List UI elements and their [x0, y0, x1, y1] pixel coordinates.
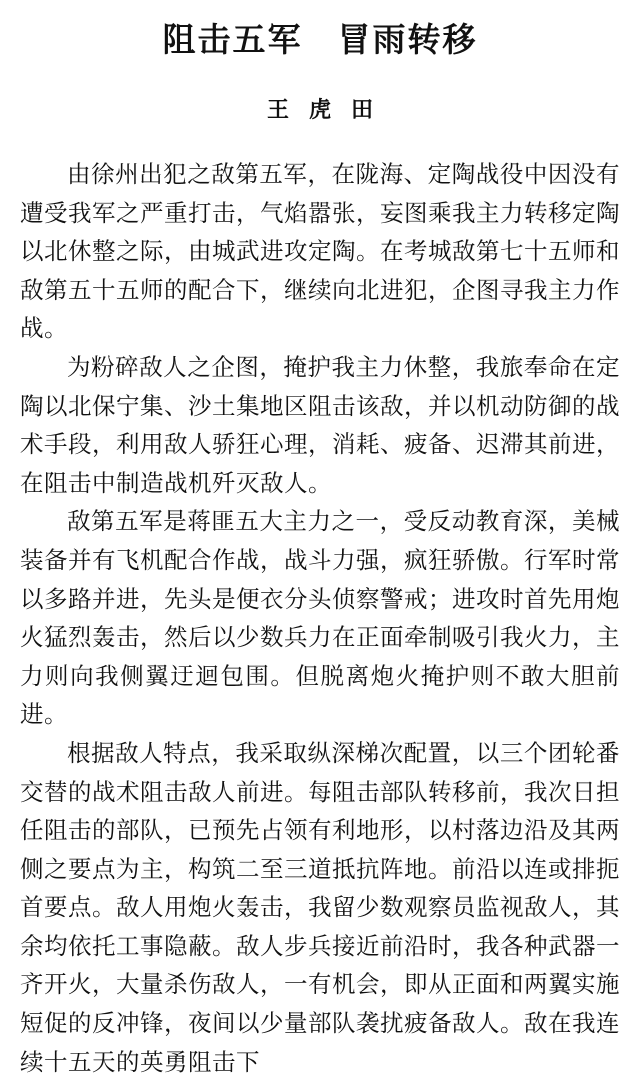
- paragraph: 敌第五军是蒋匪五大主力之一，受反动教育深，美械装备并有飞机配合作战，战斗力强，疯狂骄傲。行军时常以多路并进，先头是便衣分头侦察警戒；进攻时首先用炮火猛烈轰击，然后以少数兵力在正面牵制吸引我火力，主力则向我侧翼迂迴包围。但脱离炮火掩护则不敢大胆前进。: [20, 507, 620, 729]
- author-name: 王虎田: [266, 97, 393, 123]
- paragraph: 根据敌人特点，我采取纵深梯次配置，以三个团轮番交替的战术阻击敌人前进。每阻击部队转移前，我次日担任阻击的部队，已预先占领有利地形，以村落边沿及其两侧之要点为主，构筑二至三道抵抗阵地。前沿以连或排扼首要点。敌人用炮火轰击，我留少数观察员监视敌人，其余均依托工事隐蔽。敌人步兵接近前沿时，我各种武器一齐开火，大量杀伤敌人，一有机会，即从正面和两翼实施短促的反冲锋，夜间以少量部队袭扰疲备敌人。敌在我连续十五天的英勇阻击下: [20, 738, 620, 1076]
- paragraph: 由徐州出犯之敌第五军，在陇海、定陶战役中因没有遭受我军之严重打击，气焰嚣张，妄图乘我主力转移定陶以北休整之际，由城武进攻定陶。在考城敌第七十五师和敌第五十五师的配合下，继续向北进犯，企图寻我主力作战。: [20, 160, 620, 343]
- article-body: [20, 155, 620, 1081]
- article-title: 阻击五军 冒雨转移: [162, 20, 478, 59]
- paragraph: 为粉碎敌人之企图，掩护我主力休整，我旅奉命在定陶以北保宁集、沙土集地区阻击该敌，并以机动防御的战术手段，利用敌人骄狂心理，消耗、疲备、迟滞其前进，在阻击中制造战机歼灭敌人。: [20, 352, 620, 497]
